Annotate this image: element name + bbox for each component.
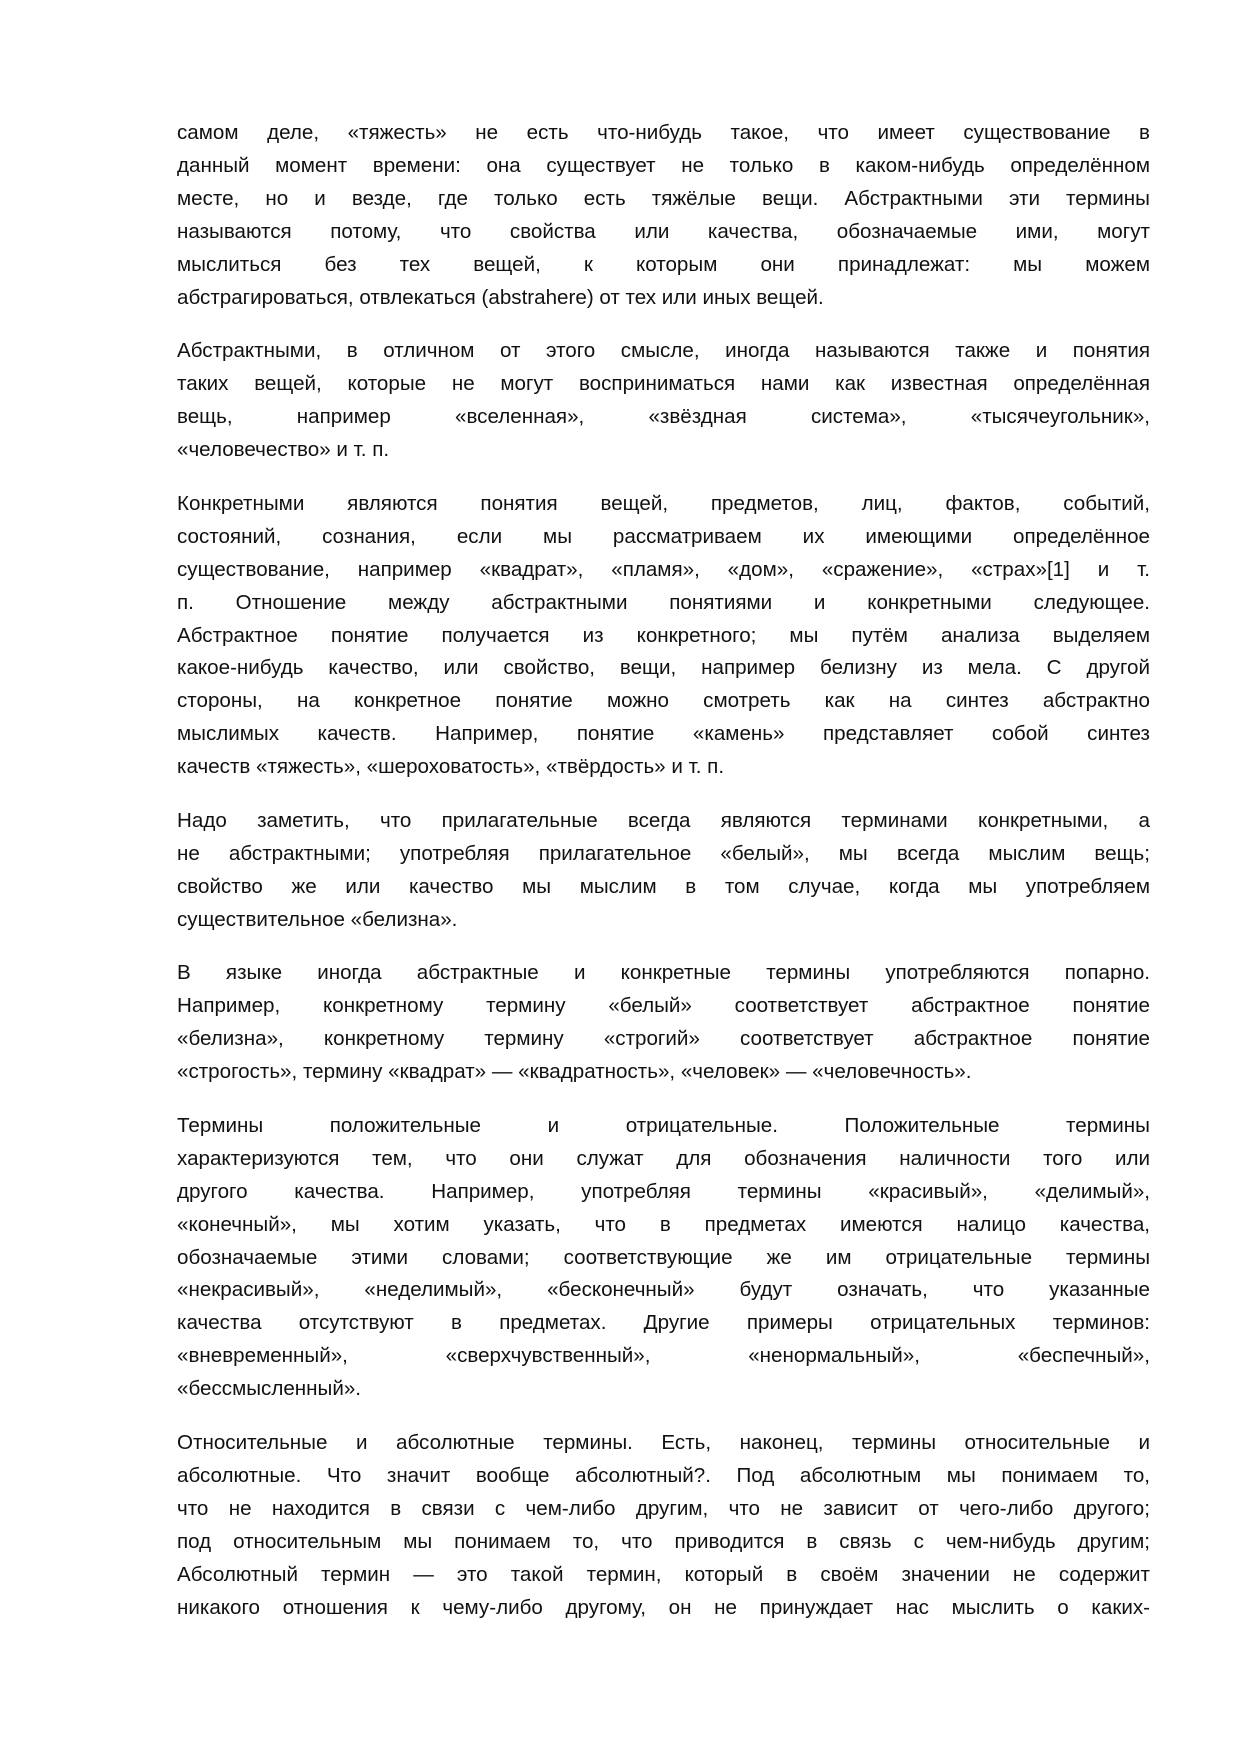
paragraph — [177, 1427, 1150, 1625]
paragraph — [177, 805, 1150, 937]
text-line: «человечество» и т. п. — [177, 438, 390, 462]
paragraph — [177, 1110, 1150, 1406]
text-line: существование, например «квадрат», «пламя», «дом», «сражение», «страх»[1] и т. — [177, 557, 1150, 581]
text-line: характеризуются тем, что они служат для обозначения наличности того или — [177, 1146, 1150, 1170]
text-line: другого качества. Например, употребляя термины «красивый», «делимый», — [177, 1179, 1150, 1203]
text-line: «белизна», конкретному термину «строгий» соответствует абстрактное понятие — [177, 1027, 1150, 1051]
text-line: В языке иногда абстрактные и конкретные термины употребляются попарно. — [177, 961, 1150, 985]
paragraph — [177, 488, 1150, 784]
text-line: Абстрактное понятие получается из конкретного; мы путём анализа выделяем — [177, 623, 1150, 647]
paragraph — [177, 117, 1150, 315]
text-line: стороны, на конкретное понятие можно смотреть как на синтез абстрактно — [177, 689, 1150, 713]
text-line: никакого отношения к чему-либо другому, он не принуждает нас мыслить о каких- — [177, 1595, 1150, 1619]
text-line: абстрагироваться, отвлекаться (abstrahere) от тех или иных вещей. — [177, 285, 824, 309]
text-line: данный момент времени: она существует не только в каком-нибудь определённом — [177, 153, 1150, 177]
text-line: «некрасивый», «неделимый», «бесконечный» будут означать, что указанные — [177, 1278, 1150, 1302]
text-line: состояний, сознания, если мы рассматриваем их имеющими определённое — [177, 524, 1150, 548]
text-line: Термины положительные и отрицательные. Положительные термины — [177, 1113, 1150, 1137]
text-line: Например, конкретному термину «белый» соответствует абстрактное понятие — [177, 994, 1150, 1018]
text-line: вещь, например «вселенная», «звёздная система», «тысячеугольник», — [177, 405, 1150, 429]
text-line: Надо заметить, что прилагательные всегда являются терминами конкретными, а — [177, 808, 1150, 832]
text-line: свойство же или качество мы мыслим в том случае, когда мы употребляем — [177, 874, 1150, 898]
text-line: мыслимых качеств. Например, понятие «камень» представляет собой синтез — [177, 722, 1150, 746]
text-line: Относительные и абсолютные термины. Есть, наконец, термины относительные и — [177, 1430, 1150, 1454]
paragraph — [177, 957, 1150, 1089]
text-line: называются потому, что свойства или качества, обозначаемые ими, могут — [177, 219, 1150, 243]
text-line: какое-нибудь качество, или свойство, вещи, например белизну из мела. С другой — [177, 656, 1150, 680]
text-line: Абсолютный термин — это такой термин, который в своём значении не содержит — [177, 1562, 1150, 1586]
text-line: Конкретными являются понятия вещей, предметов, лиц, фактов, событий, — [177, 491, 1150, 515]
text-line: таких вещей, которые не могут восприниматься нами как известная определённая — [177, 372, 1150, 396]
document-page — [177, 117, 1150, 1645]
text-line: абсолютные. Что значит вообще абсолютный?. Под абсолютным мы понимаем то, — [177, 1463, 1150, 1487]
text-line: мыслиться без тех вещей, к которым они принадлежат: мы можем — [177, 252, 1150, 276]
text-line: не абстрактными; употребляя прилагательное «белый», мы всегда мыслим вещь; — [177, 841, 1150, 865]
text-line: самом деле, «тяжесть» не есть что-нибудь такое, что имеет существование в — [177, 121, 1150, 144]
paragraph — [177, 335, 1150, 467]
text-line: под относительным мы понимаем то, что приводится в связь с чем-нибудь другим; — [177, 1529, 1150, 1553]
text-line: качеств «тяжесть», «шероховатость», «твёрдость» и т. п. — [177, 755, 725, 779]
text-line: «конечный», мы хотим указать, что в предметах имеются налицо качества, — [177, 1212, 1150, 1236]
text-line: «бессмысленный». — [177, 1377, 362, 1401]
text-line: обозначаемые этими словами; соответствующие же им отрицательные термины — [177, 1245, 1150, 1269]
text-line: существительное «белизна». — [177, 907, 458, 931]
text-line: «вневременный», «сверхчувственный», «ненормальный», «беспечный», — [177, 1344, 1150, 1368]
text-line: качества отсутствуют в предметах. Другие примеры отрицательных терминов: — [177, 1311, 1150, 1335]
text-line: «строгость», термину «квадрат» — «квадратность», «человек» — «человечность». — [177, 1060, 972, 1084]
text-line: месте, но и везде, где только есть тяжёлые вещи. Абстрактными эти термины — [177, 186, 1150, 210]
text-line: что не находится в связи с чем-либо другим, что не зависит от чего-либо другого; — [177, 1496, 1150, 1520]
text-line: Абстрактными, в отличном от этого смысле, иногда называются также и понятия — [177, 339, 1150, 363]
text-line: п. Отношение между абстрактными понятиями и конкретными следующее. — [177, 590, 1150, 614]
